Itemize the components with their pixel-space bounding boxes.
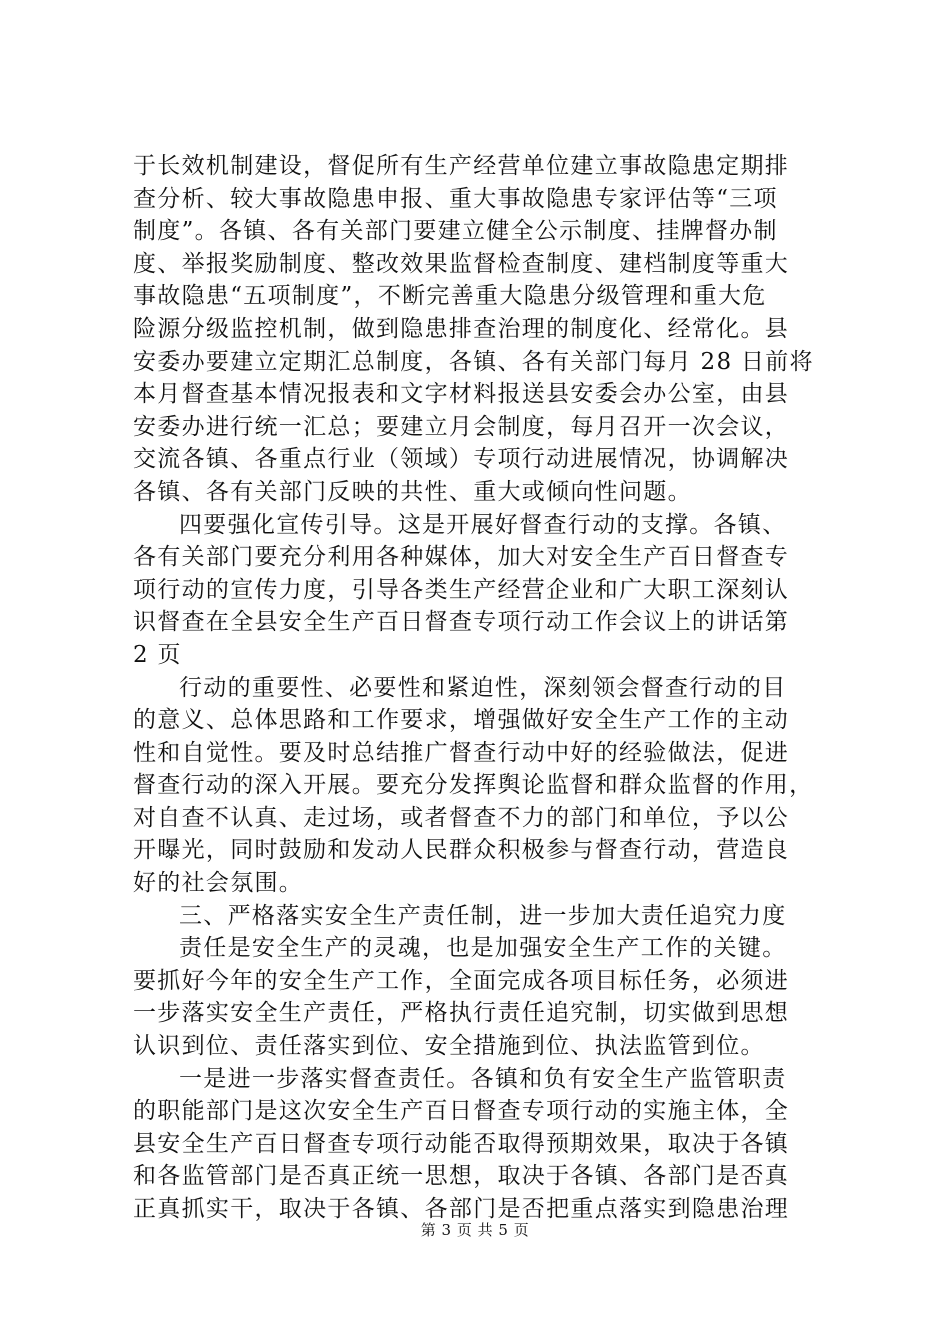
text-line: 项行动的宣传力度，引导各类生产经营企业和广大职工深刻认 — [133, 576, 790, 603]
text-line: 和各监管部门是否真正统一思想，取决于各镇、各部门是否真 — [133, 1163, 790, 1190]
text-line: 的职能部门是这次安全生产百日督查专项行动的实施主体，全 — [133, 1098, 790, 1125]
text-line: 各镇、各有关部门反映的共性、重大或倾向性问题。 — [133, 478, 692, 505]
text-line: 于长效机制建设，督促所有生产经营单位建立事故隐患定期排 — [133, 153, 790, 179]
text-line: 识督查在全县安全生产百日督查专项行动工作会议上的讲话第 — [133, 609, 790, 636]
text-line: 一步落实安全生产责任，严格执行责任追究制，切实做到思想 — [133, 1000, 790, 1027]
text-line: 查分析、较大事故隐患申报、重大事故隐患专家评估等“三项 — [133, 185, 778, 212]
text-line: 各有关部门要充分利用各种媒体，加大对安全生产百日督查专 — [133, 544, 790, 571]
text-line: 要抓好今年的安全生产工作，全面完成各项目标任务，必须进 — [133, 967, 790, 994]
document-body — [133, 150, 833, 1226]
text-line: 度、举报奖励制度、整改效果监督检查制度、建档制度等重大 — [133, 250, 790, 277]
text-line: 县安全生产百日督查专项行动能否取得预期效果，取决于各镇 — [133, 1130, 790, 1157]
text-line: 2 页 — [133, 641, 182, 668]
text-line: 安委办进行统一汇总；要建立月会制度，每月召开一次会议， — [133, 413, 790, 440]
text-line: 制度”。各镇、各有关部门要建立健全公示制度、挂牌督办制 — [133, 218, 778, 245]
text-line: 事故隐患“五项制度”，不断完善重大隐患分级管理和重大危 — [133, 283, 767, 310]
text-line: 险源分级监控机制，做到隐患排查治理的制度化、经常化。县 — [133, 315, 790, 342]
text-line: 行动的重要性、必要性和紧迫性，深刻领会督查行动的目 — [179, 674, 787, 701]
text-line: 认识到位、责任落实到位、安全措施到位、执法监管到位。 — [133, 1033, 765, 1060]
text-line: 一是进一步落实督查责任。各镇和负有安全生产监管职责 — [179, 1065, 787, 1092]
text-line: 督查行动的深入开展。要充分发挥舆论监督和群众监督的作用， — [133, 772, 814, 799]
text-line: 责任是安全生产的灵魂，也是加强安全生产工作的关键。 — [179, 935, 787, 962]
page-footer: 第 3 页 共 5 页 — [420, 1221, 530, 1239]
text-line: 安委办要建立定期汇总制度，各镇、各有关部门每月 28 日前将 — [133, 348, 814, 375]
text-line: 性和自觉性。要及时总结推广督查行动中好的经验做法，促进 — [133, 739, 790, 766]
text-line: 三、严格落实安全生产责任制，进一步加大责任追究力度 — [179, 902, 787, 929]
text-line: 本月督查基本情况报表和文字材料报送县安委会办公室，由县 — [133, 381, 790, 408]
text-line: 开曝光，同时鼓励和发动人民群众积极参与督查行动，营造良 — [133, 837, 790, 864]
text-line: 的意义、总体思路和工作要求，增强做好安全生产工作的主动 — [133, 707, 790, 734]
text-line: 对自查不认真、走过场，或者督查不力的部门和单位，予以公 — [133, 804, 790, 831]
text-line: 四要强化宣传引导。这是开展好督查行动的支撑。各镇、 — [179, 511, 787, 538]
text-line: 正真抓实干，取决于各镇、各部门是否把重点落实到隐患治理 — [133, 1196, 790, 1222]
text-line: 交流各镇、各重点行业（领域）专项行动进展情况，协调解决 — [133, 446, 790, 473]
text-line: 好的社会氛围。 — [133, 870, 304, 897]
